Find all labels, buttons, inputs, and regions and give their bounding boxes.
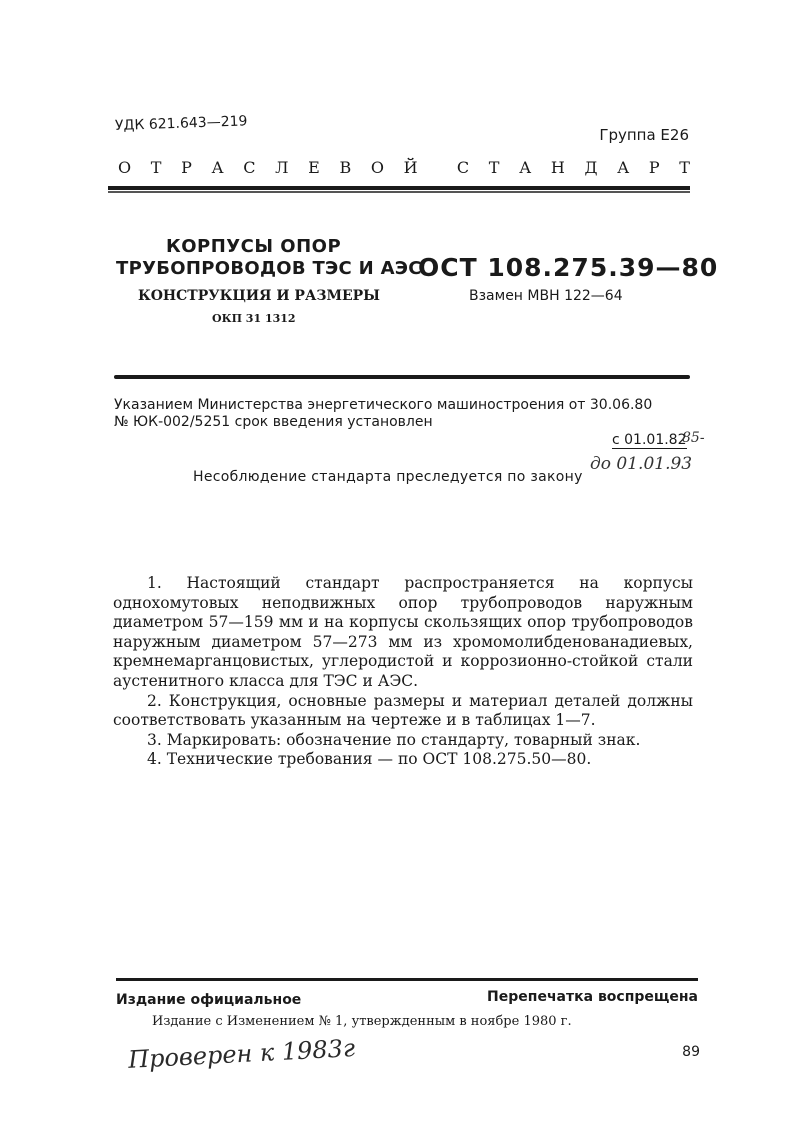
clause-3: 3. Маркировать: обозначение по стандарту, товарный знак.: [147, 730, 641, 749]
banner-letter: С: [456, 158, 470, 177]
standard-designation: ОСТ 108.275.39—80: [418, 253, 719, 282]
effective-date: с 01.01.82: [612, 432, 687, 448]
clause-4: 4. Технические требования — по ОСТ 108.275.50—80.: [147, 750, 592, 769]
handwritten-extension: 85-: [682, 430, 705, 446]
footer-rule: [116, 978, 698, 981]
banner-letter: Р: [181, 158, 192, 177]
clause-1: 1. Настоящий стандарт распространяется на корпусы однохомутовых неподвижных опор трубопроводов наружным диаметром 57—159 мм и на корпусы скользящих опор трубопроводов наружным диаметром 57—273 мм из хромомолибденованадиевых, кремнемарганцовистых, углеродистой и коррозионно-стойкой стали аустенитного класса для ТЭС и АЭС.: [113, 574, 693, 690]
title-subtitle: КОНСТРУКЦИЯ И РАЗМЕРЫ: [138, 288, 380, 304]
section-rule: [114, 375, 690, 379]
banner-letter: Р: [648, 158, 660, 177]
banner-letter: Т: [488, 158, 500, 177]
decree-line-1: Указанием Министерства энергетического машиностроения от 30.06.80: [114, 397, 653, 413]
banner-letter: Т: [150, 158, 162, 177]
udk-code: УДК 621.643—219: [114, 113, 248, 134]
handwritten-check-note: Проверен к 1983г: [127, 1034, 356, 1074]
banner-letter: О: [370, 158, 384, 177]
header-rule: [108, 186, 690, 190]
banner-letter: С: [243, 158, 256, 177]
banner-letter: Д: [584, 158, 598, 177]
standard-banner: [118, 158, 690, 177]
banner-letter: Н: [550, 158, 565, 177]
edition-changes-note: Издание с Изменением № 1, утвержденным в ноябре 1980 г.: [152, 1014, 572, 1029]
banner-letter: Й: [403, 158, 418, 177]
law-notice: Несоблюдение стандарта преследуется по закону: [193, 469, 583, 485]
replaces-note: Взамен МВН 122—64: [469, 288, 623, 304]
okp-code: ОКП 31 1312: [212, 312, 296, 325]
official-edition: Издание официальное: [116, 992, 302, 1008]
banner-letter: А: [617, 158, 630, 177]
title-line-2: ТРУБОПРОВОДОВ ТЭС И АЭС: [116, 258, 422, 279]
banner-letter: Л: [275, 158, 289, 177]
banner-letter: А: [519, 158, 532, 177]
page-number: 89: [682, 1044, 700, 1060]
banner-letter: О: [118, 158, 132, 177]
banner-letter: Е: [308, 158, 320, 177]
group-code: Группа Е26: [599, 126, 689, 144]
banner-letter: А: [211, 158, 224, 177]
reprint-prohibited: Перепечатка воспрещена: [487, 989, 698, 1005]
clause-2: 2. Конструкция, основные размеры и материал деталей должны соответствовать указанным на чертеже и в таблицах 1—7.: [113, 691, 693, 730]
header-rule-thin: [108, 191, 690, 193]
handwritten-extended-date: до 01.01.93: [590, 454, 693, 474]
decree-line-2: № ЮК-002/5251 срок введения установлен: [114, 414, 433, 430]
banner-letter: Т: [679, 158, 690, 177]
title-line-1: КОРПУСЫ ОПОР: [166, 236, 342, 257]
standard-body: [113, 574, 693, 770]
banner-letter: В: [339, 158, 352, 177]
